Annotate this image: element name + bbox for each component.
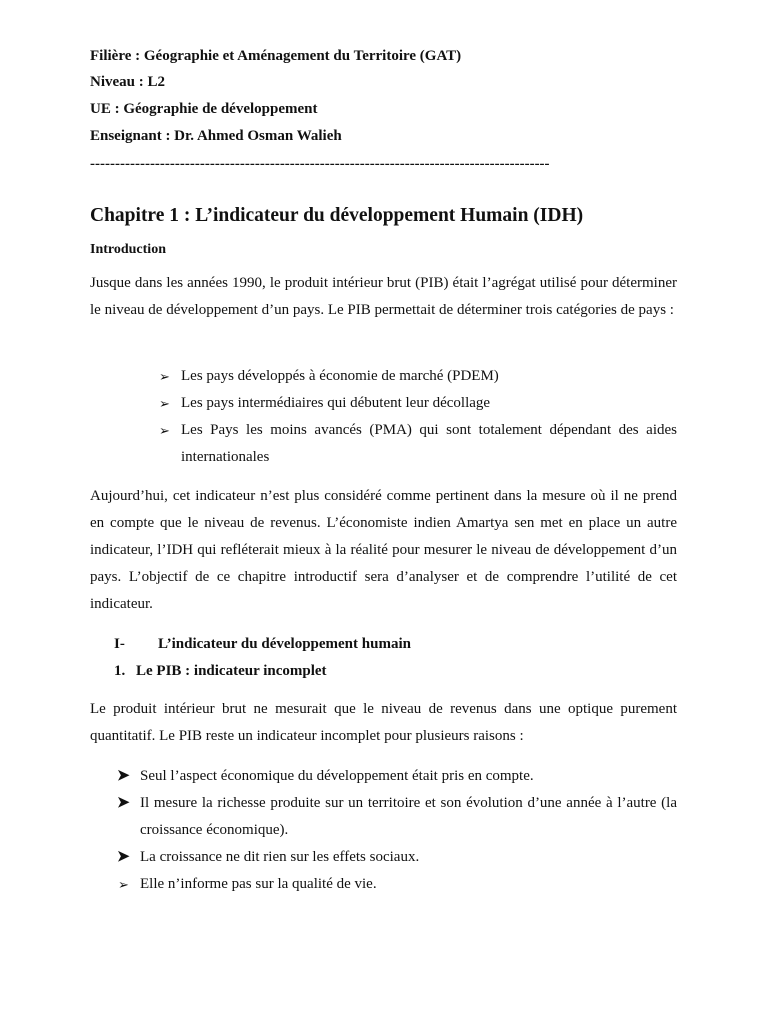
list-item	[118, 871, 677, 898]
section-number: I-	[114, 636, 125, 652]
arrowhead-bullet-icon: ➢	[159, 369, 170, 384]
introduction-heading: Introduction	[90, 242, 166, 257]
list-item	[159, 363, 677, 390]
list-item	[159, 390, 677, 417]
niveau-line: Niveau : L2	[90, 74, 165, 90]
arrowhead-bullet-icon: ➤	[117, 849, 130, 865]
list-item-text: Les pays développés à économie de marché (PDEM)	[181, 368, 499, 384]
arrowhead-bullet-icon: ➢	[118, 877, 129, 892]
list-item-text: La croissance ne dit rien sur les effets sociaux.	[140, 849, 420, 865]
arrowhead-bullet-icon: ➢	[159, 396, 170, 411]
section-title: L’indicateur du développement humain	[158, 636, 411, 652]
ue-line: UE : Géographie de développement	[90, 101, 318, 117]
introduction-paragraph-1: Jusque dans les années 1990, le produit intérieur brut (PIB) était l’agrégat utilisé pour déterminer le niveau de développement d’un pays. Le PIB permettait de déterminer trois catégories de pays :	[90, 275, 677, 318]
list-item	[117, 790, 677, 844]
country-categories-list	[159, 363, 677, 471]
list-item-text: Elle n’informe pas sur la qualité de vie.	[140, 876, 377, 892]
chapter-title: Chapitre 1 : L’indicateur du développement Humain (IDH)	[90, 205, 584, 226]
introduction-paragraph-2: Aujourd’hui, cet indicateur n’est plus considéré comme pertinent dans la mesure où il ne prend en compte que le niveau de revenus. L’économiste indien Amartya sen met en place un autre indicateur, l’IDH qui refléterait mieux à la réalité pour mesurer le niveau de développement d’un pays. L’objectif de ce chapitre introductif sera d’analyser et de comprendre l’utilité de cet indicateur.	[90, 488, 677, 612]
dashed-separator: --------------------------------------------------------------------------------------------	[90, 156, 550, 172]
enseignant-line: Enseignant : Dr. Ahmed Osman Walieh	[90, 128, 342, 144]
list-item	[117, 763, 677, 790]
pib-limitations-list	[117, 763, 677, 898]
list-item-text: Il mesure la richesse produite sur un territoire et son évolution d’une année à l’autre (la croissance économique).	[140, 795, 677, 838]
arrowhead-bullet-icon: ➤	[117, 768, 130, 784]
list-item-text: Les Pays les moins avancés (PMA) qui sont totalement dépendant des aides internationales	[181, 422, 677, 465]
list-item	[159, 417, 677, 471]
list-item-text: Seul l’aspect économique du développement était pris en compte.	[140, 768, 534, 784]
pib-paragraph: Le produit intérieur brut ne mesurait que le niveau de revenus dans une optique purement quantitatif. Le PIB reste un indicateur incomplet pour plusieurs raisons :	[90, 701, 677, 744]
arrowhead-bullet-icon: ➤	[117, 795, 130, 811]
filiere-line: Filière : Géographie et Aménagement du Territoire (GAT)	[90, 48, 462, 64]
list-item	[117, 844, 677, 871]
list-item-text: Les pays intermédiaires qui débutent leur décollage	[181, 395, 491, 411]
arrowhead-bullet-icon: ➢	[159, 423, 170, 438]
subsection-title: Le PIB : indicateur incomplet	[136, 663, 327, 679]
subsection-number: 1.	[114, 663, 126, 679]
